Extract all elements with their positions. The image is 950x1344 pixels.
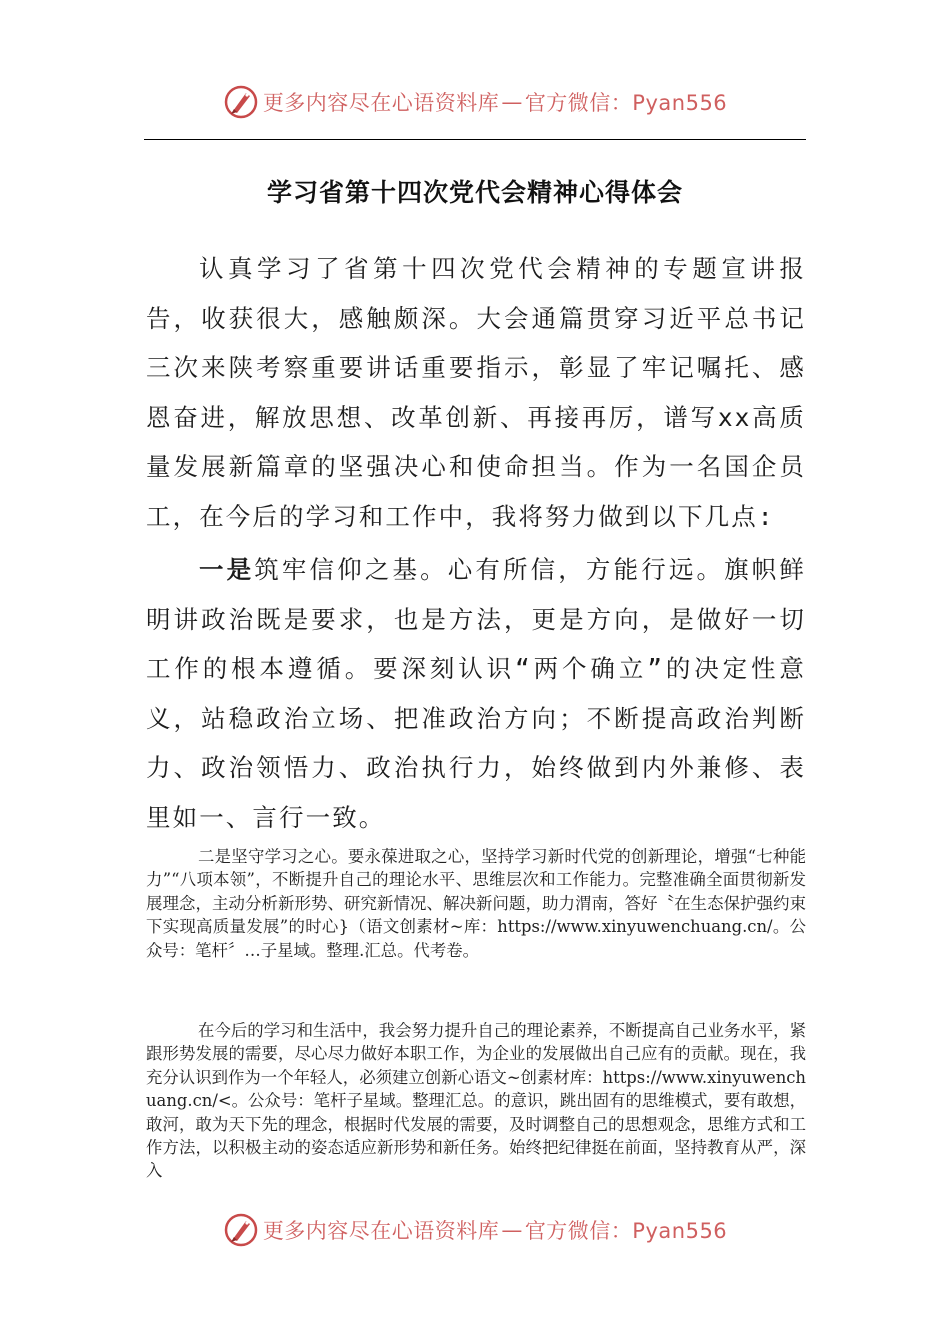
footer-watermark: [0, 1212, 950, 1248]
paragraph-point-one: [146, 545, 806, 843]
header-watermark-dash: —: [501, 90, 523, 114]
paragraph-point-one-lead: 一是: [199, 555, 255, 584]
pen-nib-logo-icon: [223, 1212, 259, 1248]
header-divider: [144, 139, 806, 140]
header-watermark-text: 更多内容尽在心语资料库: [262, 91, 500, 115]
header-watermark: [0, 84, 950, 120]
pen-nib-logo-icon: [223, 84, 259, 120]
footer-watermark-dash: —: [501, 1218, 523, 1242]
paragraph-point-one-body: 筑牢信仰之基。心有所信，方能行远。旗帜鲜明讲政治既是要求，也是方法，更是方向，是做好一切工作的根本遵循。要深刻认识“两个确立”的决定性意义，站稳政治立场、把准政治方向；不断提高政治判断力、政治领悟力、政治执行力，始终做到内外兼修、表里如一、言行一致。: [146, 555, 806, 832]
footer-watermark-text: 更多内容尽在心语资料库: [262, 1219, 500, 1243]
paragraph-closing: 在今后的学习和生活中，我会努力提升自己的理论素养，不断提高自己业务水平，紧跟形势发展的需要，尽心尽力做好本职工作，为企业的发展做出自己应有的贡献。现在，我充分认识到作为一个年轻人，必须建立创新心语文~创素材库：https://www.xinyuwenchuang.cn/<。公众号：笔杆子星域。整理汇总。的意识，跳出固有的思维模式，要有敢想，敢河，敢为天下先的理念，根据时代发展的需要，及时调整自己的思想观念，思维方式和工作方法，以积极主动的姿态适应新形势和新任务。始终把纪律挺在前面，坚持教育从严，深入: [146, 1021, 806, 1181]
paragraph-point-two: 二是坚守学习之心。要永葆进取之心，坚持学习新时代党的创新理论，增强“七种能力”“八项本领”，不断提升自己的理论水平、思维层次和工作能力。完整准确全面贯彻新发展理念，主动分析新形势、研究新情况、解决新问题，助力渭南，答好〝在生态保护强约束下实现高质量发展”的时心}（语文创素材~库：https://www.xinyuwenchuang.cn/。公众号：笔杆〞…子星域。整理.汇总。代考卷。: [146, 847, 806, 960]
header-watermark-wechat: 官方微信：Pyan556: [524, 91, 728, 115]
paragraph-intro: 认真学习了省第十四次党代会精神的专题宣讲报告，收获很大，感触颇深。大会通篇贯穿习近平总书记三次来陕考察重要讲话重要指示，彰显了牢记嘱托、感恩奋进，解放思想、改革创新、再接再厉，谱写xx高质量发展新篇章的坚强决心和使命担当。作为一名国企员工，在今后的学习和工作中，我将努力做到以下几点:: [146, 254, 806, 531]
footer-watermark-wechat: 官方微信：Pyan556: [524, 1219, 728, 1243]
document-title: 学习省第十四次党代会精神心得体会: [266, 178, 683, 207]
